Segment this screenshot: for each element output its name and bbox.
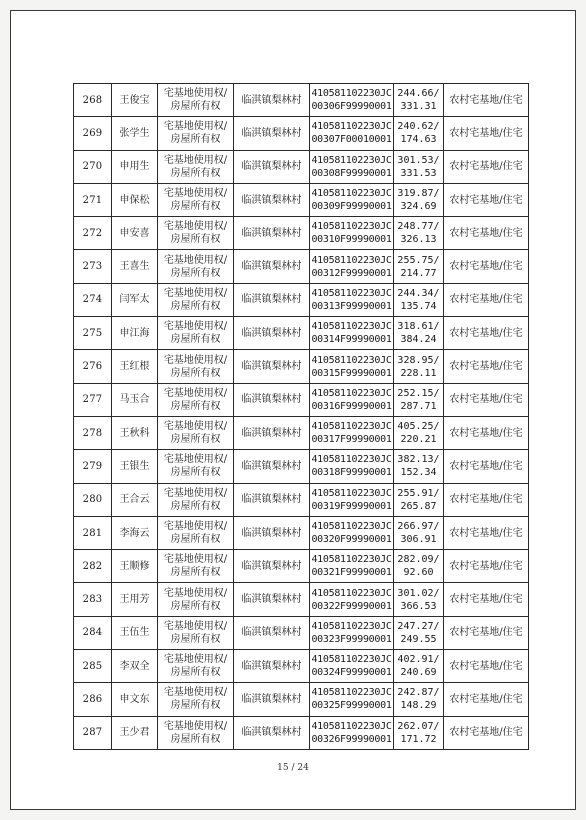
table-row <box>74 283 529 316</box>
cell-right-type: 宅基地使用权/房屋所有权 <box>158 383 234 416</box>
cell-row-number: 281 <box>74 516 112 549</box>
cell-area-values: 318.61/384.24 <box>394 317 444 350</box>
cell-land-use: 农村宅基地/住宅 <box>444 683 529 716</box>
cell-location: 临淇镇梨林村 <box>234 283 310 316</box>
table-row <box>74 250 529 283</box>
cell-owner-name: 申保松 <box>112 183 158 216</box>
cell-unit-code: 410581102230JC00309F99990001 <box>310 183 394 216</box>
cell-area-values: 405.25/220.21 <box>394 416 444 449</box>
cell-land-use: 农村宅基地/住宅 <box>444 616 529 649</box>
cell-area-values: 248.77/326.13 <box>394 217 444 250</box>
cell-right-type: 宅基地使用权/房屋所有权 <box>158 483 234 516</box>
cell-location: 临淇镇梨林村 <box>234 650 310 683</box>
cell-row-number: 268 <box>74 84 112 117</box>
cell-owner-name: 王顺修 <box>112 550 158 583</box>
cell-right-type: 宅基地使用权/房屋所有权 <box>158 716 234 749</box>
cell-right-type: 宅基地使用权/房屋所有权 <box>158 350 234 383</box>
cell-owner-name: 王秋科 <box>112 416 158 449</box>
cell-area-values: 247.27/249.55 <box>394 616 444 649</box>
table-row <box>74 84 529 117</box>
cell-location: 临淇镇梨林村 <box>234 383 310 416</box>
table-row <box>74 183 529 216</box>
table-row <box>74 516 529 549</box>
cell-row-number: 272 <box>74 217 112 250</box>
cell-right-type: 宅基地使用权/房屋所有权 <box>158 450 234 483</box>
cell-land-use: 农村宅基地/住宅 <box>444 217 529 250</box>
cell-location: 临淇镇梨林村 <box>234 117 310 150</box>
cell-owner-name: 申文东 <box>112 683 158 716</box>
cell-right-type: 宅基地使用权/房屋所有权 <box>158 650 234 683</box>
cell-owner-name: 申江海 <box>112 317 158 350</box>
cell-land-use: 农村宅基地/住宅 <box>444 350 529 383</box>
cell-location: 临淇镇梨林村 <box>234 716 310 749</box>
cell-unit-code: 410581102230JC00326F99990001 <box>310 716 394 749</box>
cell-row-number: 271 <box>74 183 112 216</box>
table-row <box>74 383 529 416</box>
cell-area-values: 301.02/366.53 <box>394 583 444 616</box>
cell-area-values: 301.53/331.53 <box>394 150 444 183</box>
cell-row-number: 274 <box>74 283 112 316</box>
cell-land-use: 农村宅基地/住宅 <box>444 117 529 150</box>
cell-area-values: 255.75/214.77 <box>394 250 444 283</box>
cell-owner-name: 王红根 <box>112 350 158 383</box>
cell-row-number: 279 <box>74 450 112 483</box>
cell-location: 临淇镇梨林村 <box>234 183 310 216</box>
cell-location: 临淇镇梨林村 <box>234 217 310 250</box>
cell-unit-code: 410581102230JC00322F99990001 <box>310 583 394 616</box>
cell-unit-code: 410581102230JC00307F00010001 <box>310 117 394 150</box>
table-row <box>74 650 529 683</box>
cell-row-number: 282 <box>74 550 112 583</box>
table-row <box>74 583 529 616</box>
cell-land-use: 农村宅基地/住宅 <box>444 483 529 516</box>
cell-row-number: 275 <box>74 317 112 350</box>
cell-unit-code: 410581102230JC00324F99990001 <box>310 650 394 683</box>
cell-location: 临淇镇梨林村 <box>234 317 310 350</box>
cell-land-use: 农村宅基地/住宅 <box>444 317 529 350</box>
table-row <box>74 150 529 183</box>
table-row <box>74 550 529 583</box>
cell-row-number: 276 <box>74 350 112 383</box>
cell-location: 临淇镇梨林村 <box>234 550 310 583</box>
cell-location: 临淇镇梨林村 <box>234 250 310 283</box>
cell-area-values: 266.97/306.91 <box>394 516 444 549</box>
cell-land-use: 农村宅基地/住宅 <box>444 84 529 117</box>
cell-unit-code: 410581102230JC00320F99990001 <box>310 516 394 549</box>
cell-right-type: 宅基地使用权/房屋所有权 <box>158 150 234 183</box>
cell-land-use: 农村宅基地/住宅 <box>444 516 529 549</box>
table-row <box>74 416 529 449</box>
cell-right-type: 宅基地使用权/房屋所有权 <box>158 516 234 549</box>
document-page <box>10 10 576 810</box>
cell-land-use: 农村宅基地/住宅 <box>444 416 529 449</box>
cell-owner-name: 李海云 <box>112 516 158 549</box>
table-row <box>74 350 529 383</box>
cell-owner-name: 王银生 <box>112 450 158 483</box>
cell-owner-name: 张学生 <box>112 117 158 150</box>
cell-row-number: 280 <box>74 483 112 516</box>
table-row <box>74 716 529 749</box>
cell-right-type: 宅基地使用权/房屋所有权 <box>158 683 234 716</box>
cell-row-number: 270 <box>74 150 112 183</box>
cell-land-use: 农村宅基地/住宅 <box>444 450 529 483</box>
cell-right-type: 宅基地使用权/房屋所有权 <box>158 317 234 350</box>
cell-area-values: 244.66/331.31 <box>394 84 444 117</box>
cell-area-values: 262.07/171.72 <box>394 716 444 749</box>
cell-location: 临淇镇梨林村 <box>234 683 310 716</box>
cell-unit-code: 410581102230JC00306F99990001 <box>310 84 394 117</box>
cell-location: 临淇镇梨林村 <box>234 583 310 616</box>
table-row <box>74 217 529 250</box>
cell-row-number: 269 <box>74 117 112 150</box>
cell-location: 临淇镇梨林村 <box>234 416 310 449</box>
cell-land-use: 农村宅基地/住宅 <box>444 383 529 416</box>
table-row <box>74 117 529 150</box>
cell-area-values: 382.13/152.34 <box>394 450 444 483</box>
cell-area-values: 242.87/148.29 <box>394 683 444 716</box>
cell-unit-code: 410581102230JC00325F99990001 <box>310 683 394 716</box>
cell-right-type: 宅基地使用权/房屋所有权 <box>158 550 234 583</box>
cell-land-use: 农村宅基地/住宅 <box>444 283 529 316</box>
cell-area-values: 240.62/174.63 <box>394 117 444 150</box>
cell-location: 临淇镇梨林村 <box>234 516 310 549</box>
cell-unit-code: 410581102230JC00321F99990001 <box>310 550 394 583</box>
cell-land-use: 农村宅基地/住宅 <box>444 716 529 749</box>
cell-owner-name: 李双全 <box>112 650 158 683</box>
cell-area-values: 402.91/240.69 <box>394 650 444 683</box>
cell-owner-name: 马玉合 <box>112 383 158 416</box>
cell-right-type: 宅基地使用权/房屋所有权 <box>158 183 234 216</box>
cell-unit-code: 410581102230JC00318F99990001 <box>310 450 394 483</box>
cell-owner-name: 闫军太 <box>112 283 158 316</box>
cell-row-number: 283 <box>74 583 112 616</box>
cell-area-values: 244.34/135.74 <box>394 283 444 316</box>
cell-unit-code: 410581102230JC00319F99990001 <box>310 483 394 516</box>
cell-owner-name: 王用芳 <box>112 583 158 616</box>
cell-land-use: 农村宅基地/住宅 <box>444 183 529 216</box>
cell-land-use: 农村宅基地/住宅 <box>444 583 529 616</box>
cell-unit-code: 410581102230JC00316F99990001 <box>310 383 394 416</box>
cell-land-use: 农村宅基地/住宅 <box>444 650 529 683</box>
cell-right-type: 宅基地使用权/房屋所有权 <box>158 117 234 150</box>
cell-unit-code: 410581102230JC00317F99990001 <box>310 416 394 449</box>
registry-table <box>73 83 529 750</box>
cell-right-type: 宅基地使用权/房屋所有权 <box>158 250 234 283</box>
registry-rows <box>74 84 529 750</box>
cell-unit-code: 410581102230JC00312F99990001 <box>310 250 394 283</box>
cell-owner-name: 申用生 <box>112 150 158 183</box>
cell-right-type: 宅基地使用权/房屋所有权 <box>158 84 234 117</box>
cell-location: 临淇镇梨林村 <box>234 84 310 117</box>
cell-area-values: 319.87/324.69 <box>394 183 444 216</box>
cell-unit-code: 410581102230JC00308F99990001 <box>310 150 394 183</box>
cell-row-number: 287 <box>74 716 112 749</box>
cell-owner-name: 王少君 <box>112 716 158 749</box>
cell-unit-code: 410581102230JC00314F99990001 <box>310 317 394 350</box>
cell-area-values: 255.91/265.87 <box>394 483 444 516</box>
cell-row-number: 284 <box>74 616 112 649</box>
cell-unit-code: 410581102230JC00315F99990001 <box>310 350 394 383</box>
cell-area-values: 328.95/228.11 <box>394 350 444 383</box>
table-row <box>74 317 529 350</box>
cell-land-use: 农村宅基地/住宅 <box>444 250 529 283</box>
table-row <box>74 450 529 483</box>
table-row <box>74 483 529 516</box>
cell-right-type: 宅基地使用权/房屋所有权 <box>158 217 234 250</box>
cell-location: 临淇镇梨林村 <box>234 150 310 183</box>
cell-right-type: 宅基地使用权/房屋所有权 <box>158 583 234 616</box>
cell-area-values: 282.09/92.60 <box>394 550 444 583</box>
cell-owner-name: 王合云 <box>112 483 158 516</box>
table-row <box>74 683 529 716</box>
cell-area-values: 252.15/287.71 <box>394 383 444 416</box>
cell-owner-name: 王喜生 <box>112 250 158 283</box>
cell-unit-code: 410581102230JC00313F99990001 <box>310 283 394 316</box>
cell-row-number: 285 <box>74 650 112 683</box>
cell-unit-code: 410581102230JC00323F99990001 <box>310 616 394 649</box>
cell-land-use: 农村宅基地/住宅 <box>444 550 529 583</box>
cell-row-number: 273 <box>74 250 112 283</box>
page-number: 15 / 24 <box>277 763 309 773</box>
cell-row-number: 277 <box>74 383 112 416</box>
cell-right-type: 宅基地使用权/房屋所有权 <box>158 283 234 316</box>
cell-right-type: 宅基地使用权/房屋所有权 <box>158 416 234 449</box>
cell-location: 临淇镇梨林村 <box>234 483 310 516</box>
cell-owner-name: 王俊宝 <box>112 84 158 117</box>
cell-owner-name: 申安喜 <box>112 217 158 250</box>
cell-unit-code: 410581102230JC00310F99990001 <box>310 217 394 250</box>
cell-right-type: 宅基地使用权/房屋所有权 <box>158 616 234 649</box>
cell-location: 临淇镇梨林村 <box>234 350 310 383</box>
cell-location: 临淇镇梨林村 <box>234 616 310 649</box>
cell-row-number: 286 <box>74 683 112 716</box>
cell-land-use: 农村宅基地/住宅 <box>444 150 529 183</box>
cell-location: 临淇镇梨林村 <box>234 450 310 483</box>
table-row <box>74 616 529 649</box>
cell-row-number: 278 <box>74 416 112 449</box>
cell-owner-name: 王伍生 <box>112 616 158 649</box>
